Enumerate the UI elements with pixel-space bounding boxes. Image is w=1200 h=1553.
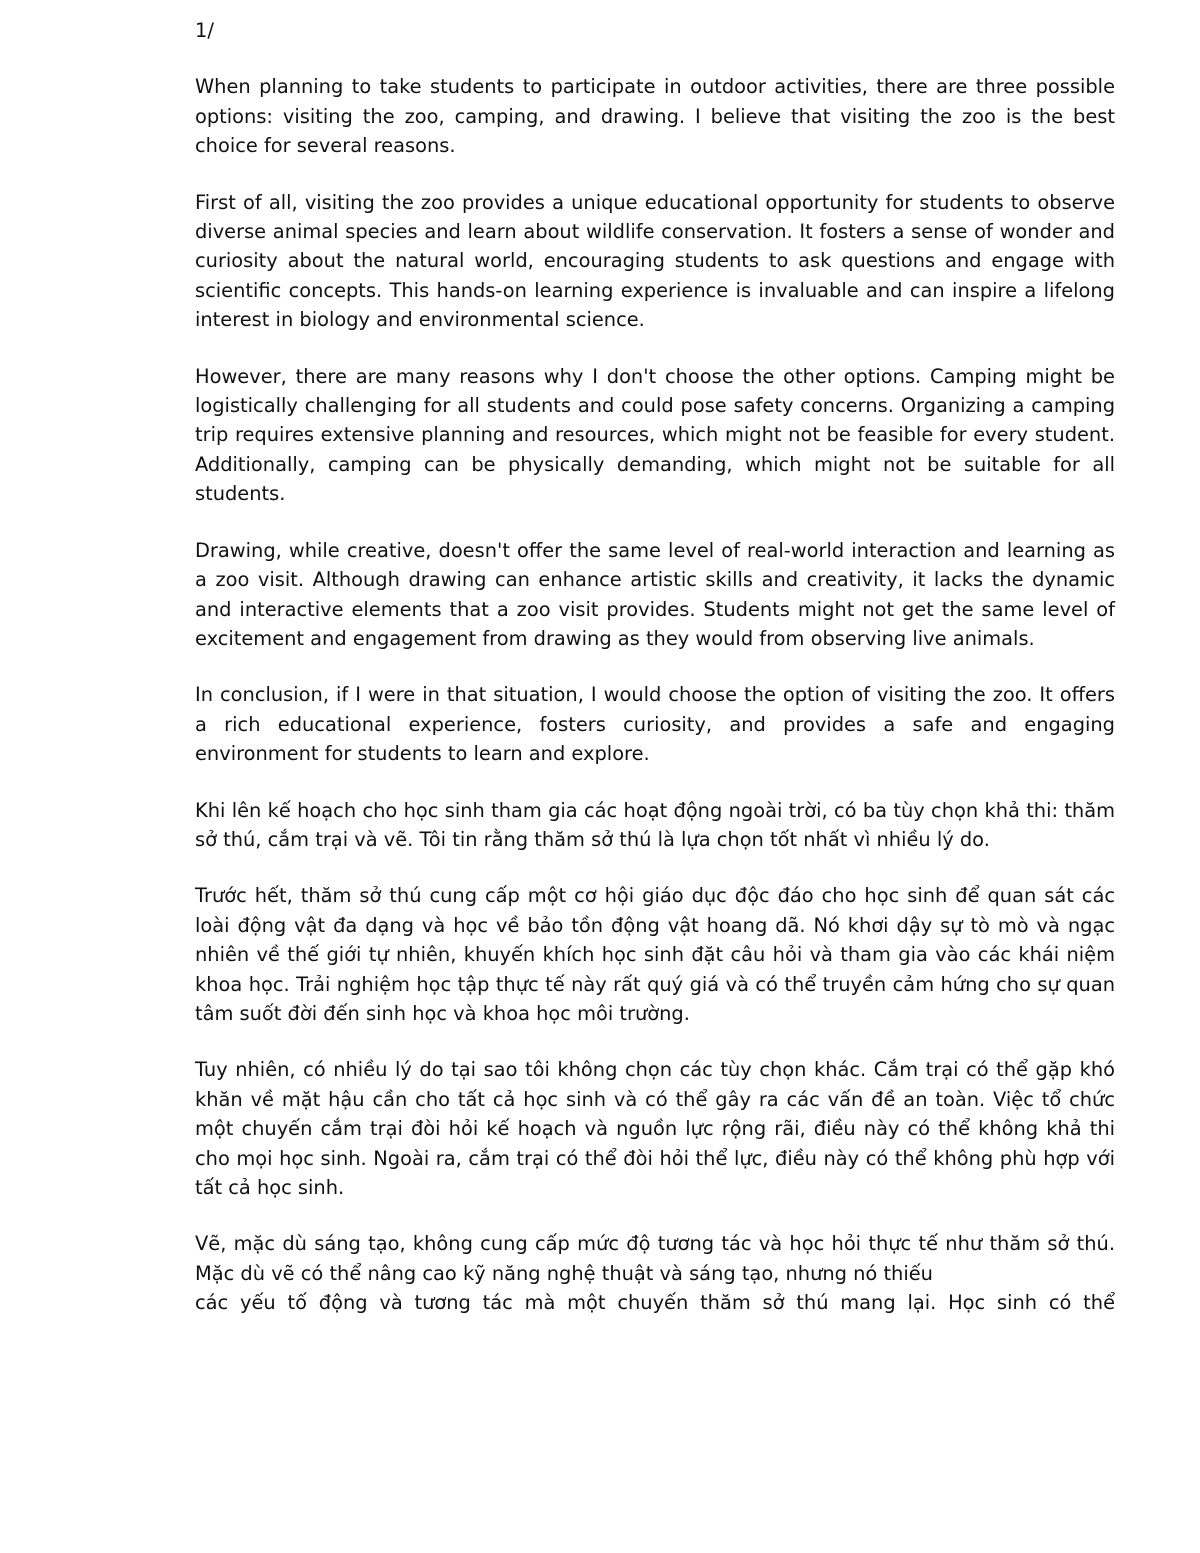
paragraph-vi-camping: Tuy nhiên, có nhiều lý do tại sao tôi không chọn các tùy chọn khác. Cắm trại có thể gặp khó khăn về mặt hậu cần cho tất cả học sinh và có thể gây ra các vấn đề an toàn. Việc tổ chức một chuyến cắm trại đòi hỏi kế hoạch và nguồn lực rộng rãi, điều này có thể không khả thi cho mọi học sinh. Ngoài ra, cắm trại có thể đòi hỏi thể lực, điều này có thể không phù hợp với tất cả học sinh. [195,1058,1115,1199]
paragraph-en-drawing: Drawing, while creative, doesn't offer the same level of real-world interaction and learning as a zoo visit. Although drawing can enhance artistic skills and creativity, it lacks the dynamic and interactive elements that a zoo visit provides. Students might not get the same level of excitement and engagement from drawing as they would from observing live animals. [195,538,1115,650]
paragraph-vi-drawing-tail: các yếu tố động và tương tác mà một chuyến thăm sở thú mang lại. Học sinh có thể [195,1291,1115,1315]
paragraph-en-zoo-benefits: First of all, visiting the zoo provides a unique educational opportunity for students to observe diverse animal species and learn about wildlife conservation. It fosters a sense of wonder and curiosity about the natural world, encouraging students to ask questions and engage with scientific concepts. This hands-on learning experience is invaluable and can inspire a lifelong interest in biology and environmental science. [195,190,1115,332]
paragraph-vi-drawing-lead: Vẽ, mặc dù sáng tạo, không cung cấp mức độ tương tác và học hỏi thực tế như thăm sở thú. Mặc dù vẽ có thể nâng cao kỹ năng nghệ thuật và sáng tạo, nhưng nó thiếu [195,1232,1115,1285]
paragraph-vi-drawing [195,1229,1115,1317]
paragraph-vi-intro: Khi lên kế hoạch cho học sinh tham gia các hoạt động ngoài trời, có ba tùy chọn khả thi: thăm sở thú, cắm trại và vẽ. Tôi tin rằng thăm sở thú là lựa chọn tốt nhất vì nhiều lý do. [195,798,1115,851]
paragraph-vi-zoo-benefits: Trước hết, thăm sở thú cung cấp một cơ hội giáo dục độc đáo cho học sinh để quan sát các loài động vật đa dạng và học về bảo tồn động vật hoang dã. Nó khơi dậy sự tò mò và ngạc nhiên về thế giới tự nhiên, khuyến khích học sinh đặt câu hỏi và tham gia vào các khái niệm khoa học. Trải nghiệm học tập thực tế này rất quý giá và có thể truyền cảm hứng cho sự quan tâm suốt đời đến sinh học và khoa học môi trường. [195,884,1115,1025]
paragraph-en-conclusion: In conclusion, if I were in that situation, I would choose the option of visiting the zoo. It offers a rich educational experience, fosters curiosity, and provides a safe and engaging environment for students to learn and explore. [195,683,1115,766]
paragraph-en-camping: However, there are many reasons why I don't choose the other options. Camping might be logistically challenging for all students and could pose safety concerns. Organizing a camping trip requires extensive planning and resources, which might not be feasible for every student. Additionally, camping can be physically demanding, which might not be suitable for all students. [195,364,1115,506]
document-page [195,16,1115,1345]
paragraph-en-intro: When planning to take students to participate in outdoor activities, there are three possible options: visiting the zoo, camping, and drawing. I believe that visiting the zoo is the best choice for several reasons. [195,75,1115,158]
page-number: 1/ [195,19,214,42]
